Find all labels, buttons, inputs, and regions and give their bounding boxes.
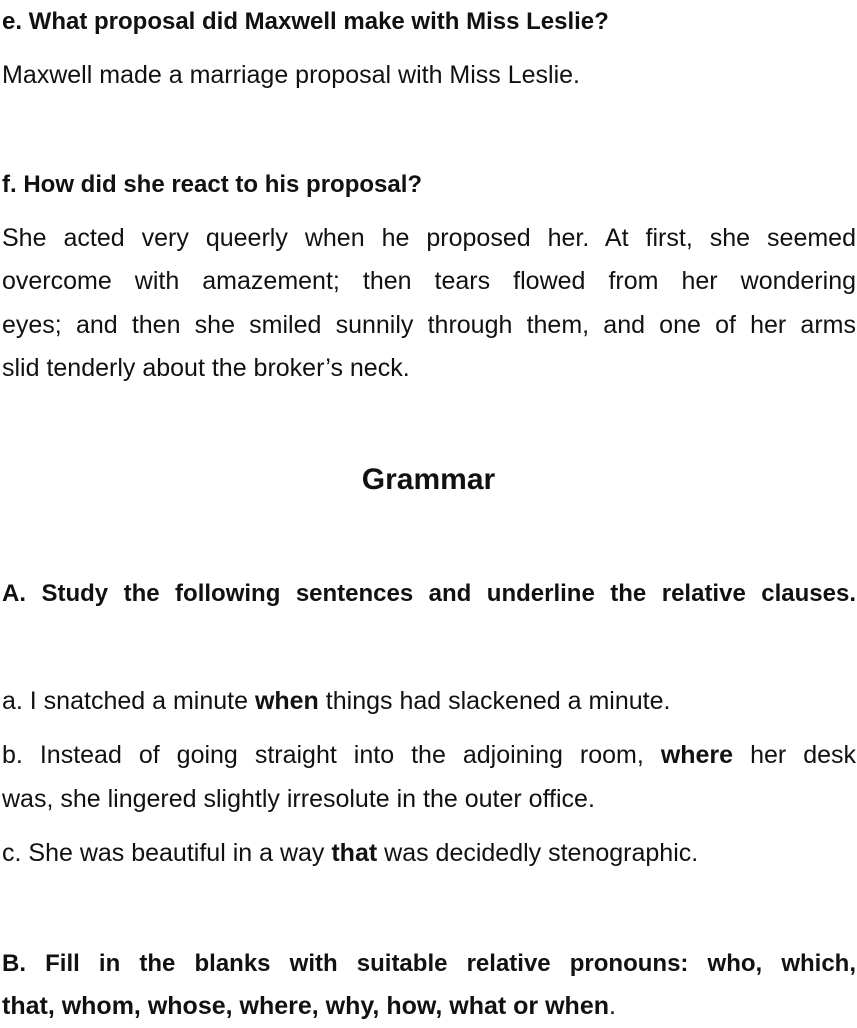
- answer-f-line-4: slid tenderly about the broker’s neck.: [2, 354, 410, 382]
- relative-word: that: [331, 839, 378, 867]
- exercise-a-item-b-line-2: was, she lingered slightly irresolute in the outer office.: [2, 785, 595, 813]
- exercise-b-instruction-line-2: that, whom, whose, where, why, how, what or when.: [2, 992, 616, 1020]
- question-f: f. How did she react to his proposal?: [2, 171, 423, 198]
- exercise-a-item-a: a. I snatched a minute when things had slackened a minute.: [2, 687, 671, 715]
- question-e: e. What proposal did Maxwell make with Miss Leslie?: [2, 8, 609, 35]
- answer-f-line-2: overcome with amazement; then tears flowed from her wondering: [2, 267, 856, 295]
- relative-word: where: [660, 741, 734, 769]
- exercise-a-item-b-line-1: b. Instead of going straight into the adjoining room, where her desk: [2, 741, 856, 769]
- answer-f-line-1: She acted very queerly when he proposed her. At first, she seemed: [2, 224, 856, 252]
- answer-e-line-1: Maxwell made a marriage proposal with Miss Leslie.: [2, 61, 581, 89]
- exercise-a-item-c: c. She was beautiful in a way that was decidedly stenographic.: [2, 839, 699, 867]
- exercise-a-instruction: A. Study the following sentences and underline the relative clauses.: [2, 580, 856, 607]
- section-title: Grammar: [361, 463, 496, 496]
- relative-word: when: [254, 687, 319, 715]
- answer-f-line-3: eyes; and then she smiled sunnily through them, and one of her arms: [2, 311, 856, 339]
- exercise-b-instruction-line-1: B. Fill in the blanks with suitable relative pronouns: who, which,: [2, 950, 856, 977]
